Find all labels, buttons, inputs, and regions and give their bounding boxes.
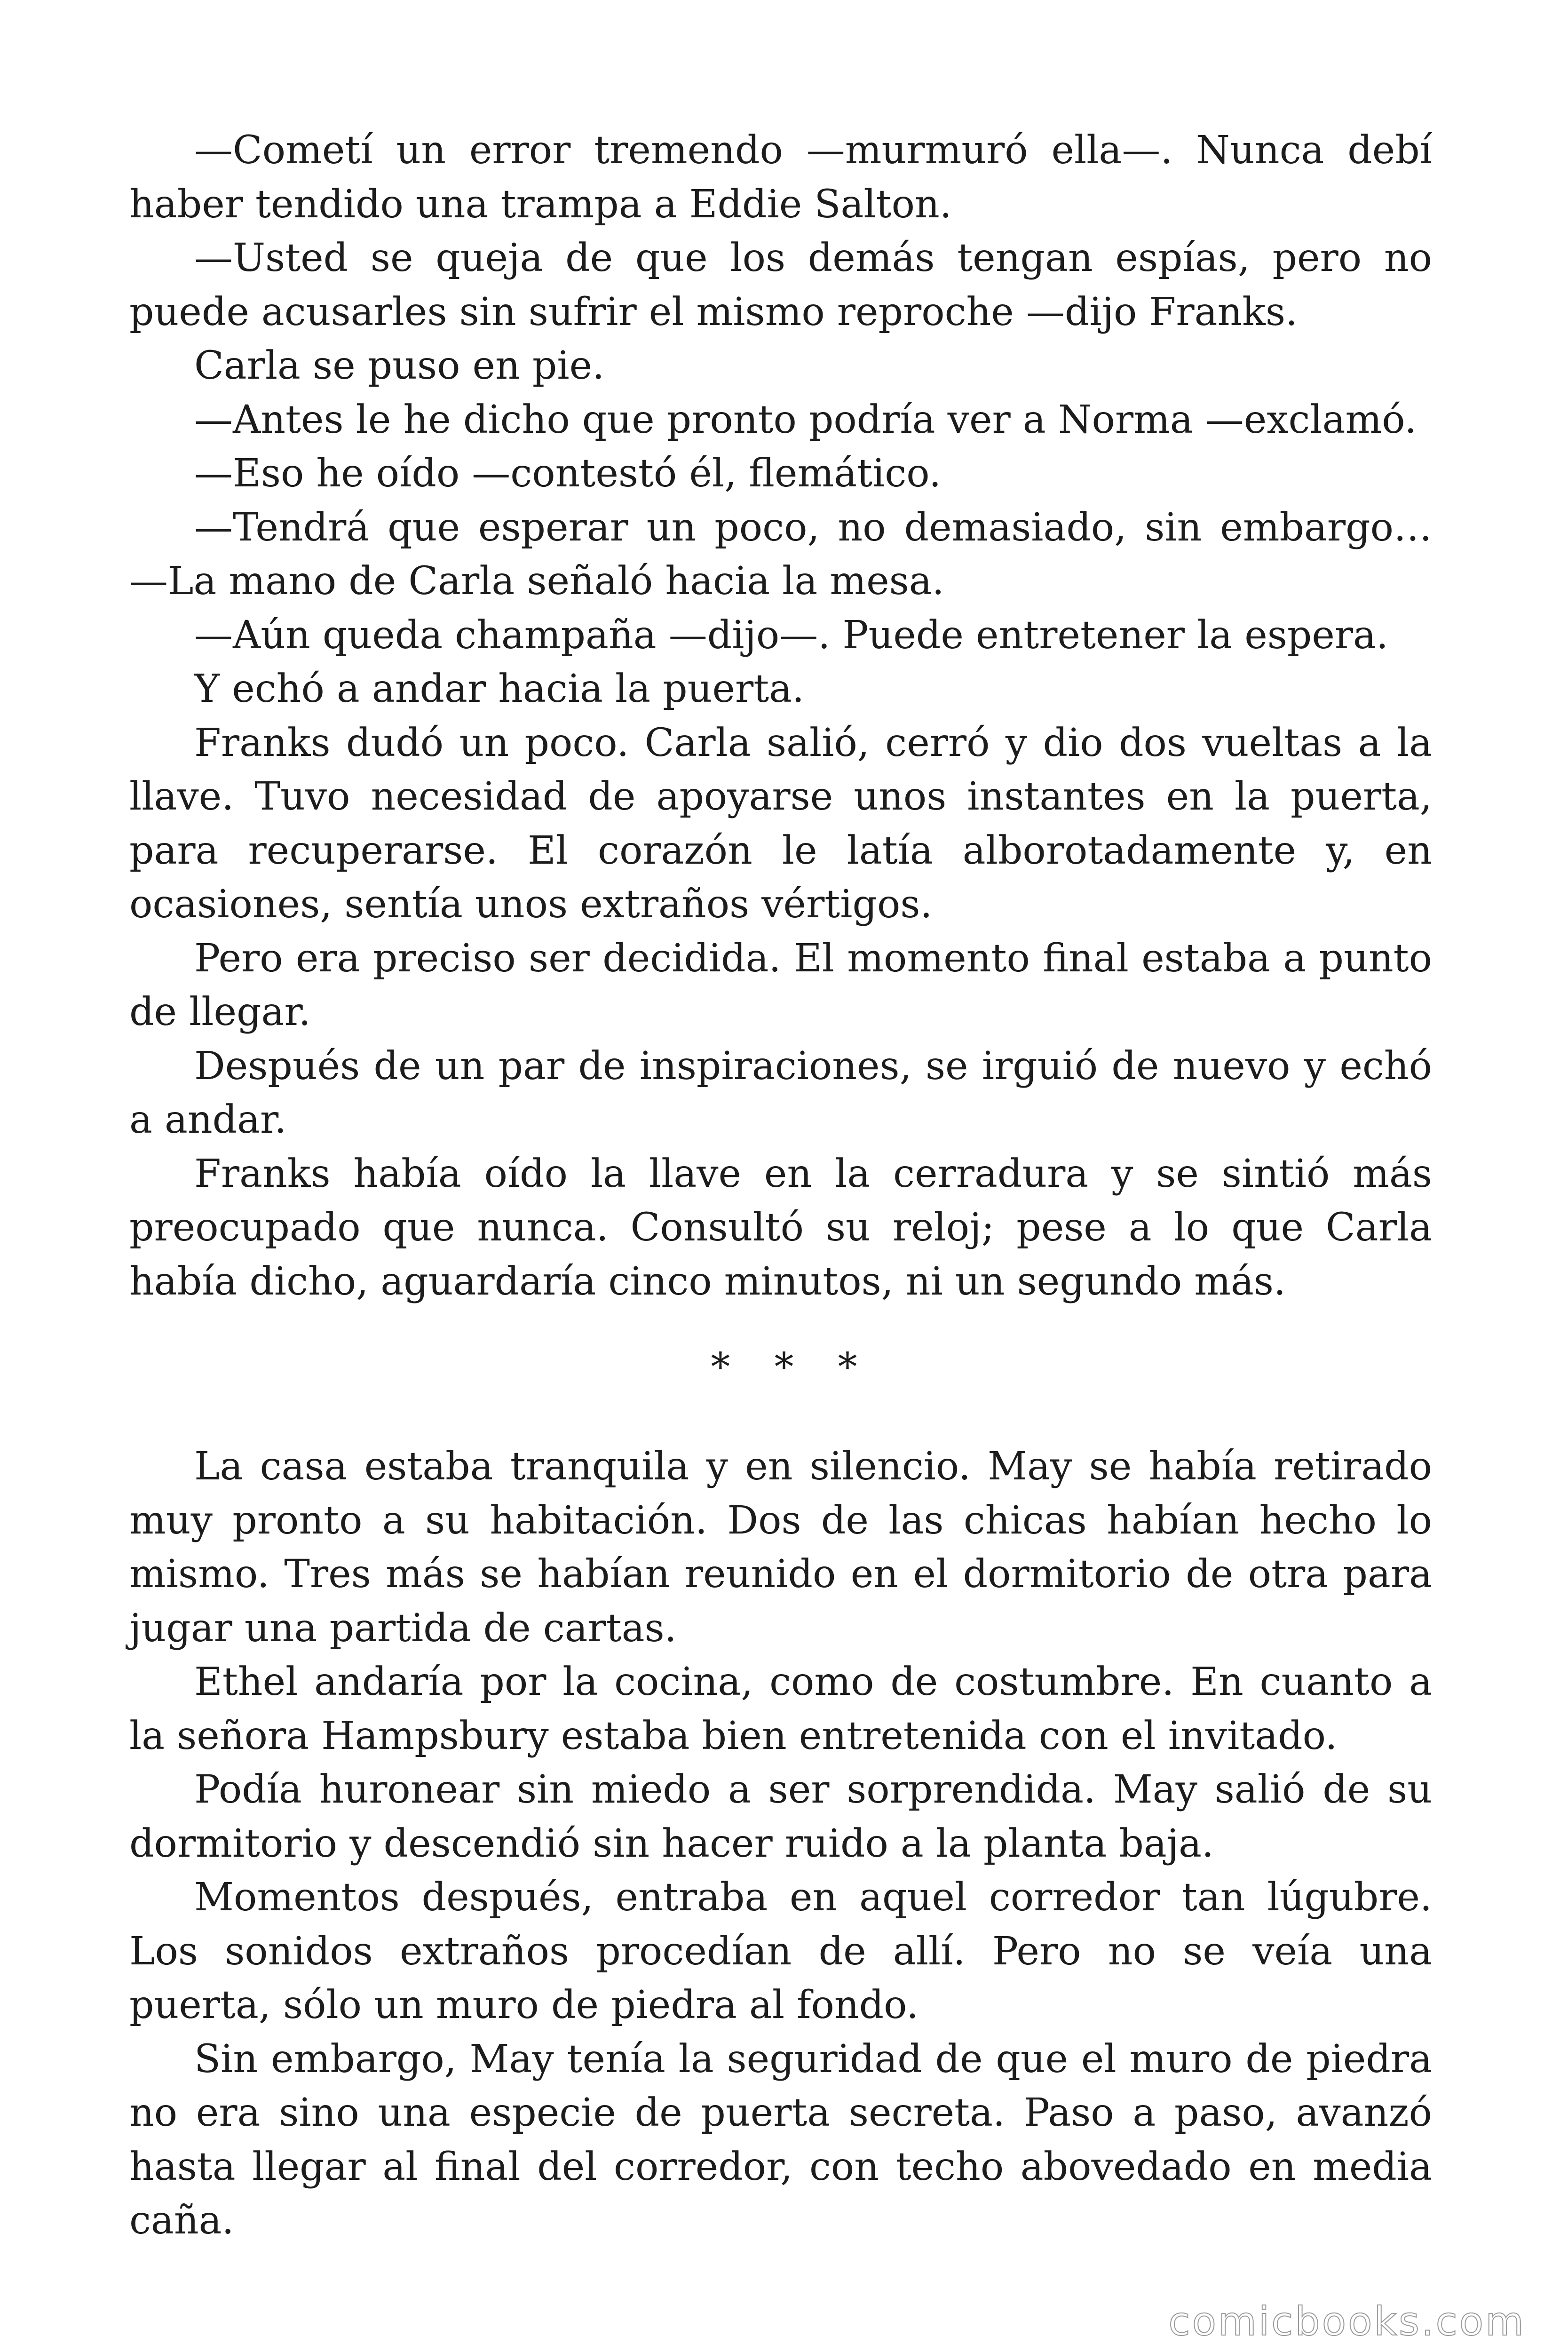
paragraph: Y echó a andar hacia la puerta. — [194, 667, 805, 711]
scene-break: * * * — [711, 1345, 873, 1390]
watermark: comicbooks.com — [1168, 2298, 1526, 2344]
paragraph: —Tendrá que esperar un poco, no demasiado, sin embargo… —La mano de Carla señaló hacia la mesa. — [129, 505, 1432, 604]
text-section-2 — [129, 1440, 1432, 2248]
paragraph: Franks dudó un poco. Carla salió, cerró y dio dos vueltas a la llave. Tuvo necesidad de apoyarse unos instantes en la puerta, para recuperarse. El corazón le latía alborotadamente y, en ocasiones, sentía unos extraños vértigos. — [129, 720, 1432, 927]
paragraph: Carla se puso en pie. — [194, 343, 605, 388]
paragraph: Franks había oído la llave en la cerradura y se sintió más preocupado que nunca. Consultó su reloj; pese a lo que Carla había dicho, aguardaría cinco minutos, ni un segundo más. — [129, 1151, 1432, 1304]
paragraph: —Cometí un error tremendo —murmuró ella—. Nunca debí haber tendido una trampa a Eddie Salton. — [129, 128, 1432, 227]
paragraph: —Eso he oído —contestó él, flemático. — [194, 451, 942, 496]
paragraph: —Aún queda champaña —dijo—. Puede entretener la espera. — [194, 612, 1388, 658]
paragraph: La casa estaba tranquila y en silencio. May se había retirado muy pronto a su habitación. Dos de las chicas habían hecho lo mismo. Tres más se habían reunido en el dormitorio de otra para jugar una partida de cartas. — [129, 1444, 1432, 1651]
paragraph: Sin embargo, May tenía la seguridad de que el muro de piedra no era sino una especie de puerta secreta. Paso a paso, avanzó hasta llegar al final del corredor, con techo abovedado en media caña. — [129, 2036, 1432, 2243]
paragraph: Pero era preciso ser decidida. El momento final estaba a punto de llegar. — [129, 936, 1432, 1034]
text-section-1 — [129, 124, 1432, 1309]
paragraph: Podía huronear sin miedo a ser sorprendida. May salió de su dormitorio y descendió sin hacer ruido a la planta baja. — [129, 1767, 1432, 1866]
paragraph: —Antes le he dicho que pronto podría ver a Norma —exclamó. — [194, 397, 1417, 442]
paragraph: —Usted se queja de que los demás tengan espías, pero no puede acusarles sin sufrir el mismo reproche —dijo Franks. — [129, 236, 1432, 334]
paragraph: Ethel andaría por la cocina, como de costumbre. En cuanto a la señora Hampsbury estaba bien entretenida con el invitado. — [129, 1660, 1432, 1758]
paragraph: Después de un par de inspiraciones, se irguió de nuevo y echó a andar. — [129, 1043, 1432, 1142]
paragraph: Momentos después, entraba en aquel corredor tan lúgubre. Los sonidos extraños procedían de allí. Pero no se veía una puerta, sólo un muro de piedra al fondo. — [129, 1875, 1432, 2027]
